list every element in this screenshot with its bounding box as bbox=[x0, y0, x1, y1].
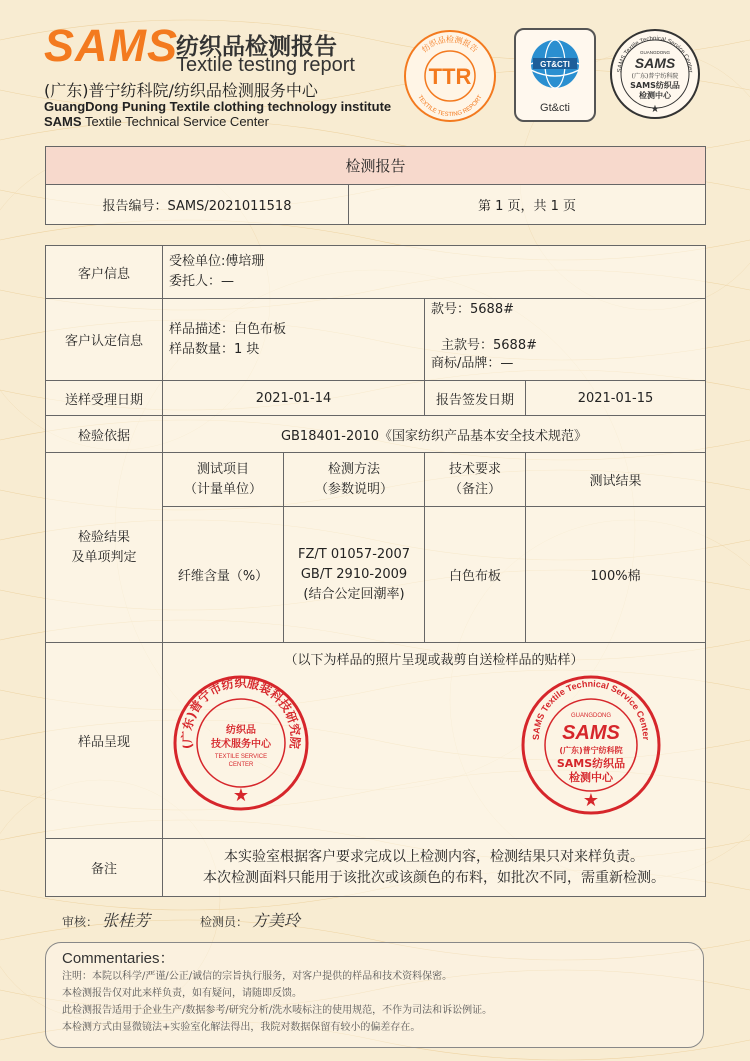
sample-desc: 样品描述：白色布板 bbox=[169, 321, 287, 337]
institute-stamp bbox=[171, 673, 311, 813]
receive-date-label: 送样受理日期 bbox=[46, 381, 163, 416]
svg-text:SAMS Textile Technical Service: SAMS Textile Technical Service Center bbox=[530, 678, 652, 741]
test-result: 100%棉 bbox=[526, 507, 706, 643]
comment-line: 此检测报告适用于企业生产/数据参考/研究分析/洗水唛标注的使用规范，不作为司法和诉讼例证。 bbox=[62, 1005, 493, 1016]
issue-date: 2021-01-15 bbox=[526, 381, 706, 416]
brand-info: 商标/品牌：— bbox=[431, 356, 514, 371]
receive-date: 2021-01-14 bbox=[163, 381, 425, 416]
style-info-cell bbox=[425, 299, 706, 381]
remarks-cell bbox=[163, 839, 706, 897]
svg-text:(广东)普宁纺科院: (广东)普宁纺科院 bbox=[559, 746, 623, 755]
remark-line-1: 本实验室根据客户要求完成以上检测内容，检测结果只对来样负责。 bbox=[224, 848, 644, 865]
style-number: 款号：5688# bbox=[431, 302, 514, 317]
report-title: 检测报告 bbox=[46, 147, 706, 185]
svg-text:检测中心: 检测中心 bbox=[639, 91, 671, 100]
client-entrust: 委托人：— bbox=[169, 274, 235, 289]
test-item: 纤维含量（%） bbox=[163, 507, 284, 643]
svg-text:纺织品: 纺织品 bbox=[226, 725, 256, 736]
client-info-cell bbox=[163, 246, 706, 299]
sample-photo-cell bbox=[163, 643, 706, 839]
test-requirement: 白色布板 bbox=[425, 507, 526, 643]
test-method: FZ/T 01057-2007 GB/T 2910-2009 (结合公定回潮率) bbox=[284, 507, 425, 643]
svg-text:SAMS纺织品: SAMS纺织品 bbox=[556, 757, 626, 770]
svg-text:技术服务中心: 技术服务中心 bbox=[211, 739, 271, 750]
sams-stamp bbox=[519, 673, 663, 817]
client-info-label: 客户信息 bbox=[46, 246, 163, 299]
svg-text:SAMS: SAMS bbox=[562, 722, 620, 744]
comment-line: 本检测报告仅对此来样负责，如有疑问，请随即反馈。 bbox=[62, 988, 302, 999]
remark-line-2: 本次检测面料只能用于该批次或该颜色的布料，如批次不同，需重新检测。 bbox=[203, 869, 665, 886]
sample-qty: 样品数量：1 块 bbox=[169, 341, 260, 357]
svg-text:TEXTILE TESTING REPORT: TEXTILE TESTING REPORT bbox=[416, 94, 484, 118]
header-title-en: Textile testing report bbox=[176, 54, 355, 76]
sams-seal-logo bbox=[609, 28, 701, 120]
header-test-item: 测试项目 （计量单位） bbox=[163, 453, 284, 507]
report-body-table bbox=[45, 245, 706, 897]
report-header-table bbox=[45, 146, 706, 225]
inspector-signature: 检测员： 方美玲 bbox=[200, 911, 301, 930]
svg-text:TEXTILE SERVICE: TEXTILE SERVICE bbox=[214, 754, 268, 760]
header-title-cn: 纺织品检测报告 bbox=[176, 34, 337, 60]
svg-text:(广东)普宁纺科院: (广东)普宁纺科院 bbox=[631, 73, 679, 80]
main-style-number: 主款号：5688# bbox=[441, 338, 537, 353]
svg-text:SAMS Textile Technical Service: SAMS Textile Technical Service Center bbox=[616, 35, 693, 73]
svg-text:(广东)普宁市纺织服装科技研究院: (广东)普宁市纺织服装科技研究院 bbox=[179, 675, 303, 751]
svg-text:检测中心: 检测中心 bbox=[569, 771, 613, 784]
institute-name-en: GuangDong Puning Textile clothing technology institute bbox=[44, 99, 392, 114]
ttr-logo bbox=[402, 28, 498, 124]
comment-line: 本检测方式由显微镜法+实验室化解法得出，我院对数据保留有较小的偏差存在。 bbox=[62, 1022, 421, 1033]
commentaries-title: Commentaries： bbox=[62, 950, 175, 967]
brand-logo-text: SAMS bbox=[44, 20, 179, 71]
globe-icon bbox=[516, 30, 594, 100]
svg-text:GUANGDONG: GUANGDONG bbox=[639, 50, 671, 55]
reviewer-signature: 审核： 张桂芳 bbox=[62, 911, 151, 930]
commentaries-box bbox=[45, 942, 704, 1048]
svg-text:TTR: TTR bbox=[428, 64, 472, 89]
header-requirement: 技术要求 （备注） bbox=[425, 453, 526, 507]
remarks-label: 备注 bbox=[46, 839, 163, 897]
issue-date-label: 报告签发日期 bbox=[425, 381, 526, 416]
star-icon: ★ bbox=[582, 790, 600, 811]
svg-text:SAMS纺织品: SAMS纺织品 bbox=[630, 81, 680, 90]
header-test-result: 测试结果 bbox=[526, 453, 706, 507]
service-center-name: SAMS Textile Technical Service Center bbox=[44, 114, 269, 129]
star-icon: ★ bbox=[232, 785, 250, 806]
results-label: 检验结果 及单项判定 bbox=[46, 453, 163, 643]
sample-info-cell bbox=[163, 299, 425, 381]
header-test-method: 检测方法 （参数说明） bbox=[284, 453, 425, 507]
institute-name-cn: (广东)普宁纺科院/纺织品检测服务中心 bbox=[44, 81, 318, 100]
star-icon: ★ bbox=[650, 104, 660, 115]
client-confirm-label: 客户认定信息 bbox=[46, 299, 163, 381]
sample-caption: （以下为样品的照片呈现或裁剪自送检样品的贴样） bbox=[284, 653, 584, 668]
gtcti-label: Gt&cti bbox=[540, 102, 570, 114]
client-unit: 受检单位:傅培珊 bbox=[169, 254, 265, 269]
basis-value: GB18401-2010《国家纺织产品基本安全技术规范》 bbox=[163, 416, 706, 453]
svg-text:GT&CTI: GT&CTI bbox=[540, 60, 570, 69]
comment-line: 注明：本院以科学/严谨/公正/诚信的宗旨执行服务，对客户提供的样品和技术资料保密。 bbox=[62, 971, 453, 982]
svg-text:纺织品检测报告: 纺织品检测报告 bbox=[420, 35, 480, 55]
basis-label: 检验依据 bbox=[46, 416, 163, 453]
svg-text:SAMS: SAMS bbox=[634, 55, 676, 71]
report-number: 报告编号：SAMS/2021011518 bbox=[46, 185, 349, 225]
svg-text:GUANGDONG: GUANGDONG bbox=[570, 713, 612, 719]
gtcti-logo bbox=[514, 28, 596, 122]
sample-label: 样品呈现 bbox=[46, 643, 163, 839]
page-info: 第 1 页，共 1 页 bbox=[349, 185, 706, 225]
svg-text:CENTER: CENTER bbox=[228, 762, 254, 768]
